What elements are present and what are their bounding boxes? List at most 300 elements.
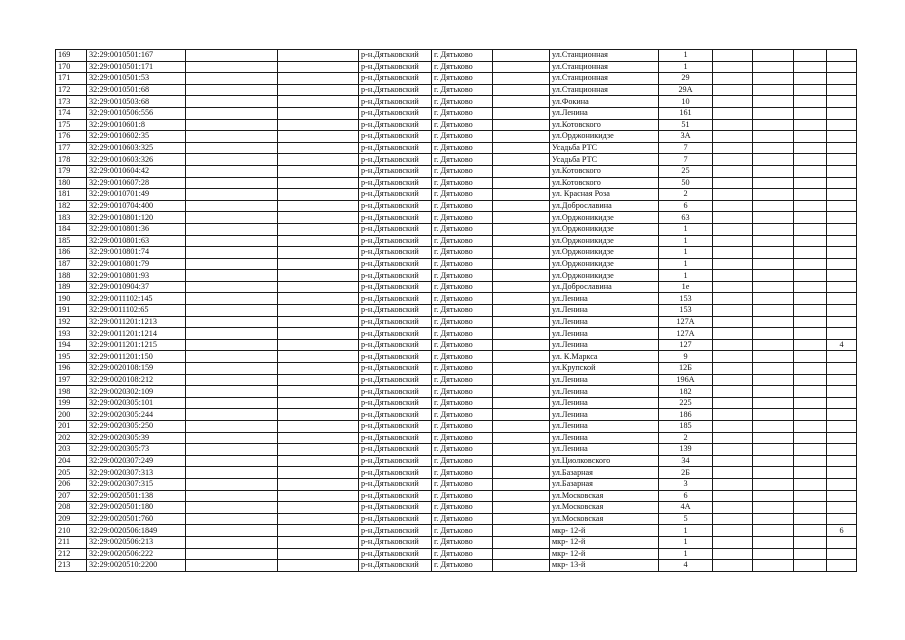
empty-cell: [186, 50, 278, 62]
extra-value: [827, 247, 857, 259]
row-number: 198: [56, 386, 87, 398]
house-number: 50: [659, 177, 713, 189]
city-cell: г. Дятьково: [432, 502, 493, 514]
row-number: 211: [56, 536, 87, 548]
empty-cell: [713, 84, 753, 96]
extra-value: [827, 235, 857, 247]
empty-cell: [493, 293, 550, 305]
city-cell: г. Дятьково: [432, 305, 493, 317]
empty-cell: [278, 258, 359, 270]
cadastral-number: 32:29:0010704:400: [87, 200, 186, 212]
extra-value: [827, 490, 857, 502]
empty-cell: [713, 247, 753, 259]
district-cell: р-н.Дятьковский: [359, 444, 432, 456]
empty-cell: [713, 73, 753, 85]
row-number: 184: [56, 223, 87, 235]
district-cell: р-н.Дятьковский: [359, 397, 432, 409]
cadastral-number: 32:29:0020506:1849: [87, 525, 186, 537]
street-cell: ул.Ленина: [550, 386, 659, 398]
district-cell: р-н.Дятьковский: [359, 374, 432, 386]
district-cell: р-н.Дятьковский: [359, 316, 432, 328]
extra-value: 6: [827, 525, 857, 537]
extra-value: [827, 502, 857, 514]
empty-cell: [493, 73, 550, 85]
empty-cell: [713, 270, 753, 282]
district-cell: р-н.Дятьковский: [359, 142, 432, 154]
street-cell: ул.Московская: [550, 502, 659, 514]
empty-cell: [278, 270, 359, 282]
row-number: 203: [56, 444, 87, 456]
empty-cell: [278, 235, 359, 247]
cadastral-number: 32:29:0020305:244: [87, 409, 186, 421]
empty-cell: [753, 223, 794, 235]
empty-cell: [794, 142, 827, 154]
district-cell: р-н.Дятьковский: [359, 432, 432, 444]
empty-cell: [493, 502, 550, 514]
empty-cell: [753, 189, 794, 201]
street-cell: ул.Крупской: [550, 363, 659, 375]
empty-cell: [278, 339, 359, 351]
street-cell: ул.Орджоникидзе: [550, 270, 659, 282]
empty-cell: [794, 478, 827, 490]
table-row: [56, 444, 857, 456]
row-number: 175: [56, 119, 87, 131]
empty-cell: [713, 281, 753, 293]
empty-cell: [278, 560, 359, 572]
empty-cell: [713, 490, 753, 502]
cadastral-number: 32:29:0010603:325: [87, 142, 186, 154]
house-number: 3А: [659, 131, 713, 143]
extra-value: [827, 50, 857, 62]
empty-cell: [493, 305, 550, 317]
empty-cell: [493, 247, 550, 259]
table-row: [56, 154, 857, 166]
empty-cell: [493, 212, 550, 224]
table-row: [56, 73, 857, 85]
cadastral-number: 32:29:0020305:101: [87, 397, 186, 409]
empty-cell: [186, 339, 278, 351]
empty-cell: [753, 490, 794, 502]
empty-cell: [713, 189, 753, 201]
district-cell: р-н.Дятьковский: [359, 50, 432, 62]
district-cell: р-н.Дятьковский: [359, 177, 432, 189]
extra-value: [827, 455, 857, 467]
empty-cell: [186, 189, 278, 201]
cadastral-number: 32:29:0010601:8: [87, 119, 186, 131]
empty-cell: [186, 397, 278, 409]
empty-cell: [753, 478, 794, 490]
house-number: 1: [659, 548, 713, 560]
house-number: 1: [659, 536, 713, 548]
empty-cell: [278, 281, 359, 293]
district-cell: р-н.Дятьковский: [359, 548, 432, 560]
table-row: [56, 119, 857, 131]
house-number: 1: [659, 258, 713, 270]
empty-cell: [753, 96, 794, 108]
street-cell: ул.Ленина: [550, 397, 659, 409]
empty-cell: [493, 525, 550, 537]
street-cell: ул.Ленина: [550, 328, 659, 340]
street-cell: ул.Станционная: [550, 84, 659, 96]
street-cell: Усадьба РТС: [550, 142, 659, 154]
house-number: 196А: [659, 374, 713, 386]
empty-cell: [713, 339, 753, 351]
row-number: 180: [56, 177, 87, 189]
street-cell: ул.Ленина: [550, 409, 659, 421]
row-number: 195: [56, 351, 87, 363]
empty-cell: [493, 548, 550, 560]
empty-cell: [794, 73, 827, 85]
empty-cell: [794, 119, 827, 131]
empty-cell: [713, 548, 753, 560]
district-cell: р-н.Дятьковский: [359, 223, 432, 235]
street-cell: ул.Ленина: [550, 374, 659, 386]
district-cell: р-н.Дятьковский: [359, 490, 432, 502]
table-row: [56, 467, 857, 479]
empty-cell: [753, 247, 794, 259]
empty-cell: [794, 386, 827, 398]
empty-cell: [493, 363, 550, 375]
empty-cell: [278, 119, 359, 131]
row-number: 170: [56, 61, 87, 73]
empty-cell: [493, 397, 550, 409]
house-number: 10: [659, 96, 713, 108]
empty-cell: [278, 50, 359, 62]
extra-value: [827, 409, 857, 421]
district-cell: р-н.Дятьковский: [359, 119, 432, 131]
empty-cell: [186, 200, 278, 212]
table-row: [56, 305, 857, 317]
row-number: 200: [56, 409, 87, 421]
table-row: [56, 560, 857, 572]
empty-cell: [186, 131, 278, 143]
house-number: 186: [659, 409, 713, 421]
empty-cell: [713, 467, 753, 479]
empty-cell: [493, 339, 550, 351]
empty-cell: [794, 502, 827, 514]
empty-cell: [278, 131, 359, 143]
row-number: 207: [56, 490, 87, 502]
city-cell: г. Дятьково: [432, 536, 493, 548]
empty-cell: [713, 560, 753, 572]
cadastral-number: 32:29:0020305:39: [87, 432, 186, 444]
cadastral-number: 32:29:0011201:1213: [87, 316, 186, 328]
empty-cell: [753, 142, 794, 154]
row-number: 172: [56, 84, 87, 96]
empty-cell: [278, 432, 359, 444]
empty-cell: [713, 478, 753, 490]
table-row: [56, 397, 857, 409]
empty-cell: [713, 328, 753, 340]
house-number: 127А: [659, 328, 713, 340]
cadastral-number: 32:29:0010801:79: [87, 258, 186, 270]
house-number: 9: [659, 351, 713, 363]
table-row: [56, 490, 857, 502]
empty-cell: [753, 502, 794, 514]
empty-cell: [794, 455, 827, 467]
extra-value: [827, 165, 857, 177]
empty-cell: [186, 467, 278, 479]
empty-cell: [493, 478, 550, 490]
city-cell: г. Дятьково: [432, 107, 493, 119]
extra-value: [827, 513, 857, 525]
empty-cell: [713, 444, 753, 456]
table-row: [56, 339, 857, 351]
house-number: 2Б: [659, 467, 713, 479]
empty-cell: [753, 316, 794, 328]
empty-cell: [278, 142, 359, 154]
empty-cell: [753, 119, 794, 131]
city-cell: г. Дятьково: [432, 84, 493, 96]
empty-cell: [794, 223, 827, 235]
row-number: 176: [56, 131, 87, 143]
cadastral-number: 32:29:0010801:93: [87, 270, 186, 282]
house-number: 4: [659, 560, 713, 572]
district-cell: р-н.Дятьковский: [359, 502, 432, 514]
extra-value: [827, 131, 857, 143]
extra-value: [827, 107, 857, 119]
district-cell: р-н.Дятьковский: [359, 525, 432, 537]
empty-cell: [794, 50, 827, 62]
empty-cell: [186, 386, 278, 398]
empty-cell: [753, 107, 794, 119]
row-number: 193: [56, 328, 87, 340]
row-number: 188: [56, 270, 87, 282]
empty-cell: [186, 165, 278, 177]
empty-cell: [713, 363, 753, 375]
table-row: [56, 432, 857, 444]
cadastral-number: 32:29:0010904:37: [87, 281, 186, 293]
table-row: [56, 50, 857, 62]
table-row: [56, 455, 857, 467]
table-row: [56, 61, 857, 73]
street-cell: ул.Ленина: [550, 107, 659, 119]
table-row: [56, 212, 857, 224]
city-cell: г. Дятьково: [432, 328, 493, 340]
district-cell: р-н.Дятьковский: [359, 293, 432, 305]
empty-cell: [186, 212, 278, 224]
empty-cell: [713, 421, 753, 433]
empty-cell: [713, 119, 753, 131]
cadastral-number: 32:29:0020305:250: [87, 421, 186, 433]
empty-cell: [278, 165, 359, 177]
row-number: 178: [56, 154, 87, 166]
house-number: 153: [659, 305, 713, 317]
row-number: 194: [56, 339, 87, 351]
extra-value: [827, 351, 857, 363]
empty-cell: [186, 107, 278, 119]
empty-cell: [753, 154, 794, 166]
house-number: 29: [659, 73, 713, 85]
cadastral-number: 32:29:0020501:180: [87, 502, 186, 514]
empty-cell: [753, 270, 794, 282]
city-cell: г. Дятьково: [432, 165, 493, 177]
empty-cell: [278, 212, 359, 224]
empty-cell: [753, 200, 794, 212]
house-number: 225: [659, 397, 713, 409]
empty-cell: [713, 107, 753, 119]
empty-cell: [278, 374, 359, 386]
empty-cell: [186, 223, 278, 235]
empty-cell: [753, 513, 794, 525]
street-cell: ул.Орджоникидзе: [550, 247, 659, 259]
house-number: 185: [659, 421, 713, 433]
house-number: 5: [659, 513, 713, 525]
table-row: [56, 386, 857, 398]
cadastral-number: 32:29:0010603:326: [87, 154, 186, 166]
empty-cell: [493, 281, 550, 293]
empty-cell: [278, 525, 359, 537]
empty-cell: [753, 131, 794, 143]
house-number: 1: [659, 525, 713, 537]
empty-cell: [186, 119, 278, 131]
table-row: [56, 235, 857, 247]
empty-cell: [794, 258, 827, 270]
empty-cell: [493, 316, 550, 328]
empty-cell: [794, 513, 827, 525]
empty-cell: [493, 154, 550, 166]
empty-cell: [713, 316, 753, 328]
table-row: [56, 548, 857, 560]
cadastral-number: 32:29:0020302:109: [87, 386, 186, 398]
cadastral-number: 32:29:0020307:249: [87, 455, 186, 467]
extra-value: [827, 281, 857, 293]
empty-cell: [753, 212, 794, 224]
empty-cell: [186, 351, 278, 363]
cadastral-number: 32:29:0010501:53: [87, 73, 186, 85]
empty-cell: [493, 258, 550, 270]
empty-cell: [794, 247, 827, 259]
district-cell: р-н.Дятьковский: [359, 165, 432, 177]
empty-cell: [794, 316, 827, 328]
empty-cell: [186, 177, 278, 189]
empty-cell: [753, 525, 794, 537]
city-cell: г. Дятьково: [432, 293, 493, 305]
row-number: 208: [56, 502, 87, 514]
empty-cell: [713, 502, 753, 514]
street-cell: Усадьба РТС: [550, 154, 659, 166]
district-cell: р-н.Дятьковский: [359, 61, 432, 73]
table-row: [56, 536, 857, 548]
district-cell: р-н.Дятьковский: [359, 560, 432, 572]
empty-cell: [493, 189, 550, 201]
extra-value: [827, 258, 857, 270]
extra-value: [827, 374, 857, 386]
district-cell: р-н.Дятьковский: [359, 478, 432, 490]
empty-cell: [753, 177, 794, 189]
empty-cell: [753, 386, 794, 398]
empty-cell: [794, 165, 827, 177]
row-number: 181: [56, 189, 87, 201]
empty-cell: [794, 351, 827, 363]
city-cell: г. Дятьково: [432, 490, 493, 502]
table-row: [56, 84, 857, 96]
extra-value: [827, 293, 857, 305]
empty-cell: [493, 328, 550, 340]
district-cell: р-н.Дятьковский: [359, 328, 432, 340]
extra-value: [827, 363, 857, 375]
extra-value: [827, 444, 857, 456]
city-cell: г. Дятьково: [432, 455, 493, 467]
empty-cell: [186, 409, 278, 421]
district-cell: р-н.Дятьковский: [359, 536, 432, 548]
district-cell: р-н.Дятьковский: [359, 270, 432, 282]
empty-cell: [794, 374, 827, 386]
empty-cell: [278, 200, 359, 212]
empty-cell: [493, 177, 550, 189]
table-row: [56, 142, 857, 154]
cadastral-number: 32:29:0020305:73: [87, 444, 186, 456]
street-cell: ул.Фокина: [550, 96, 659, 108]
district-cell: р-н.Дятьковский: [359, 281, 432, 293]
city-cell: г. Дятьково: [432, 61, 493, 73]
empty-cell: [186, 421, 278, 433]
city-cell: г. Дятьково: [432, 235, 493, 247]
empty-cell: [753, 328, 794, 340]
street-cell: ул.Ленина: [550, 339, 659, 351]
empty-cell: [186, 281, 278, 293]
cadastral-number: 32:29:0010607:28: [87, 177, 186, 189]
empty-cell: [186, 84, 278, 96]
empty-cell: [278, 548, 359, 560]
street-cell: ул.Котовского: [550, 119, 659, 131]
cadastral-number: 32:29:0011201:1214: [87, 328, 186, 340]
house-number: 51: [659, 119, 713, 131]
empty-cell: [753, 409, 794, 421]
empty-cell: [493, 351, 550, 363]
extra-value: [827, 328, 857, 340]
house-number: 2: [659, 189, 713, 201]
extra-value: [827, 548, 857, 560]
empty-cell: [794, 281, 827, 293]
empty-cell: [794, 270, 827, 282]
empty-cell: [186, 536, 278, 548]
table-row: [56, 107, 857, 119]
empty-cell: [753, 305, 794, 317]
street-cell: ул. К.Маркса: [550, 351, 659, 363]
row-number: 185: [56, 235, 87, 247]
empty-cell: [713, 165, 753, 177]
district-cell: р-н.Дятьковский: [359, 455, 432, 467]
extra-value: [827, 386, 857, 398]
extra-value: [827, 73, 857, 85]
street-cell: мкр- 12-й: [550, 548, 659, 560]
empty-cell: [794, 363, 827, 375]
empty-cell: [753, 351, 794, 363]
cadastral-number: 32:29:0010602:35: [87, 131, 186, 143]
empty-cell: [713, 455, 753, 467]
extra-value: [827, 200, 857, 212]
district-cell: р-н.Дятьковский: [359, 131, 432, 143]
empty-cell: [278, 513, 359, 525]
district-cell: р-н.Дятьковский: [359, 351, 432, 363]
empty-cell: [186, 142, 278, 154]
city-cell: г. Дятьково: [432, 339, 493, 351]
row-number: 204: [56, 455, 87, 467]
table-row: [56, 351, 857, 363]
empty-cell: [278, 409, 359, 421]
cadastral-number: 32:29:0011102:145: [87, 293, 186, 305]
empty-cell: [713, 177, 753, 189]
empty-cell: [186, 96, 278, 108]
house-number: 1: [659, 61, 713, 73]
house-number: 25: [659, 165, 713, 177]
district-cell: р-н.Дятьковский: [359, 513, 432, 525]
empty-cell: [794, 305, 827, 317]
empty-cell: [753, 548, 794, 560]
empty-cell: [753, 363, 794, 375]
cadastral-number: 32:29:0011201:1215: [87, 339, 186, 351]
